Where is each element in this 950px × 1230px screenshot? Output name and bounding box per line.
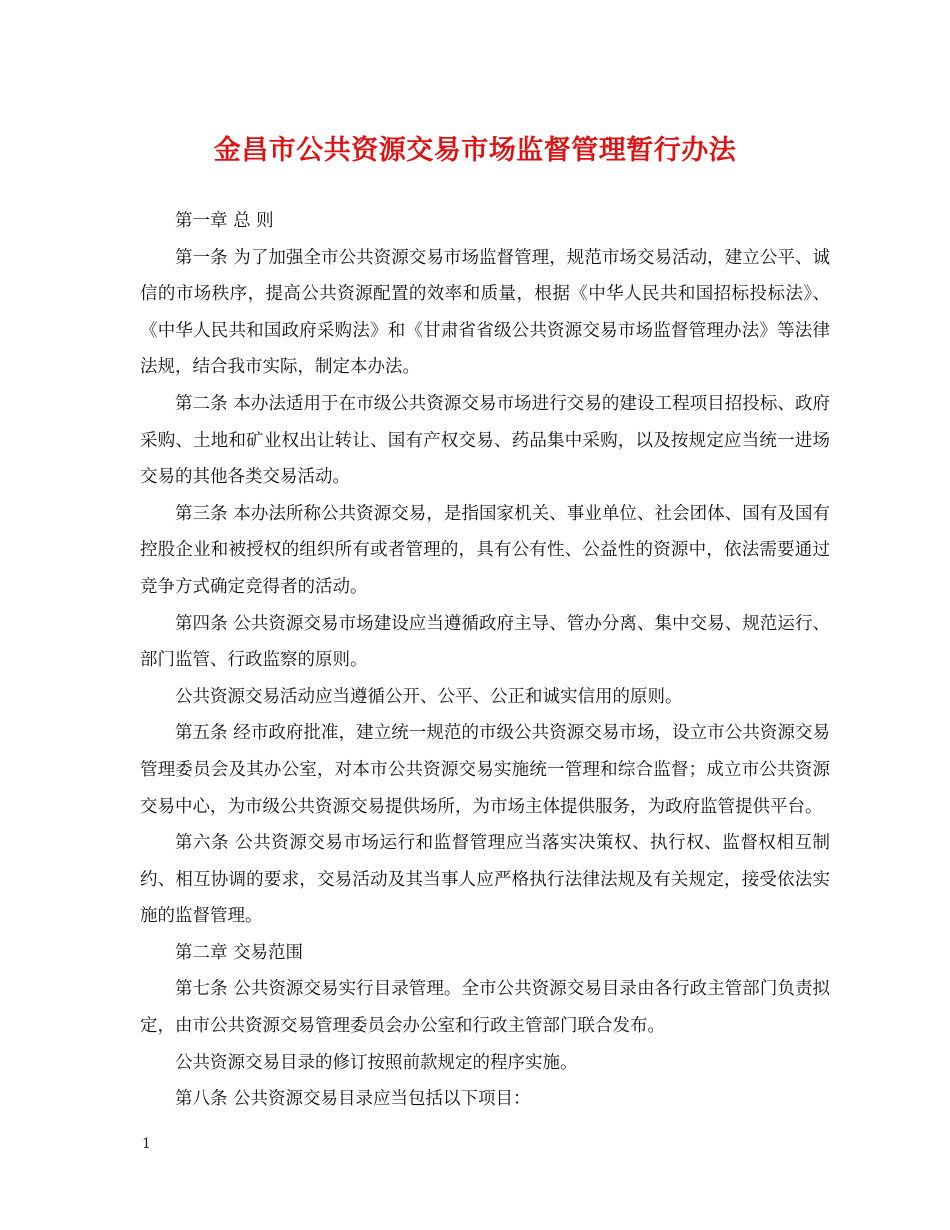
document-body [140, 203, 830, 1118]
article-paragraph: 第五条 经市政府批准，建立统一规范的市级公共资源交易市场，设立市公共资源交易管理委员会及其办公室，对本市公共资源交易实施统一管理和综合监督；成立市公共资源交易中心，为市级公共资源交易提供场所，为市场主体提供服务，为政府监管提供平台。 [140, 723, 830, 817]
chapter-heading: 第二章 交易范围 [175, 942, 304, 963]
article-paragraph: 第七条 公共资源交易实行目录管理。全市公共资源交易目录由各行政主管部门负责拟定，由市公共资源交易管理委员会办公室和行政主管部门联合发布。 [140, 979, 830, 1037]
article-paragraph: 第八条 公共资源交易目录应当包括以下项目： [175, 1089, 531, 1110]
article-paragraph: 第六条 公共资源交易市场运行和监督管理应当落实决策权、执行权、监督权相互制约、相互协调的要求，交易活动及其当事人应严格执行法律法规及有关规定，接受依法实施的监督管理。 [140, 833, 830, 927]
article-paragraph: 公共资源交易目录的修订按照前款规定的程序实施。 [175, 1052, 578, 1073]
article-paragraph: 第三条 本办法所称公共资源交易，是指国家机关、事业单位、社会团体、国有及国有控股企业和被授权的组织所有或者管理的，具有公有性、公益性的资源中，依法需要通过竞争方式确定竞得者的活动。 [140, 503, 830, 597]
page-number: 1 [142, 1136, 151, 1152]
article-paragraph: 第一条 为了加强全市公共资源交易市场监督管理，规范市场交易活动，建立公平、诚信的市场秩序，提高公共资源配置的效率和质量，根据《中华人民共和国招标投标法》、《中华人民共和国政府采购法》和《甘肃省省级公共资源交易市场监督管理办法》等法律法规，结合我市实际，制定本办法。 [140, 247, 830, 378]
article-paragraph: 第二条 本办法适用于在市级公共资源交易市场进行交易的建设工程项目招投标、政府采购、土地和矿业权出让转让、国有产权交易、药品集中采购，以及按规定应当统一进场交易的其他各类交易活动。 [140, 393, 830, 488]
article-paragraph: 公共资源交易活动应当遵循公开、公平、公正和诚实信用的原则。 [175, 686, 683, 707]
article-paragraph: 第四条 公共资源交易市场建设应当遵循政府主导、管办分离、集中交易、规范运行、部门监管、行政监察的原则。 [140, 613, 830, 671]
document-title: 金昌市公共资源交易市场监督管理暂行办法 [213, 135, 737, 166]
chapter-heading: 第一章 总 则 [175, 211, 274, 231]
